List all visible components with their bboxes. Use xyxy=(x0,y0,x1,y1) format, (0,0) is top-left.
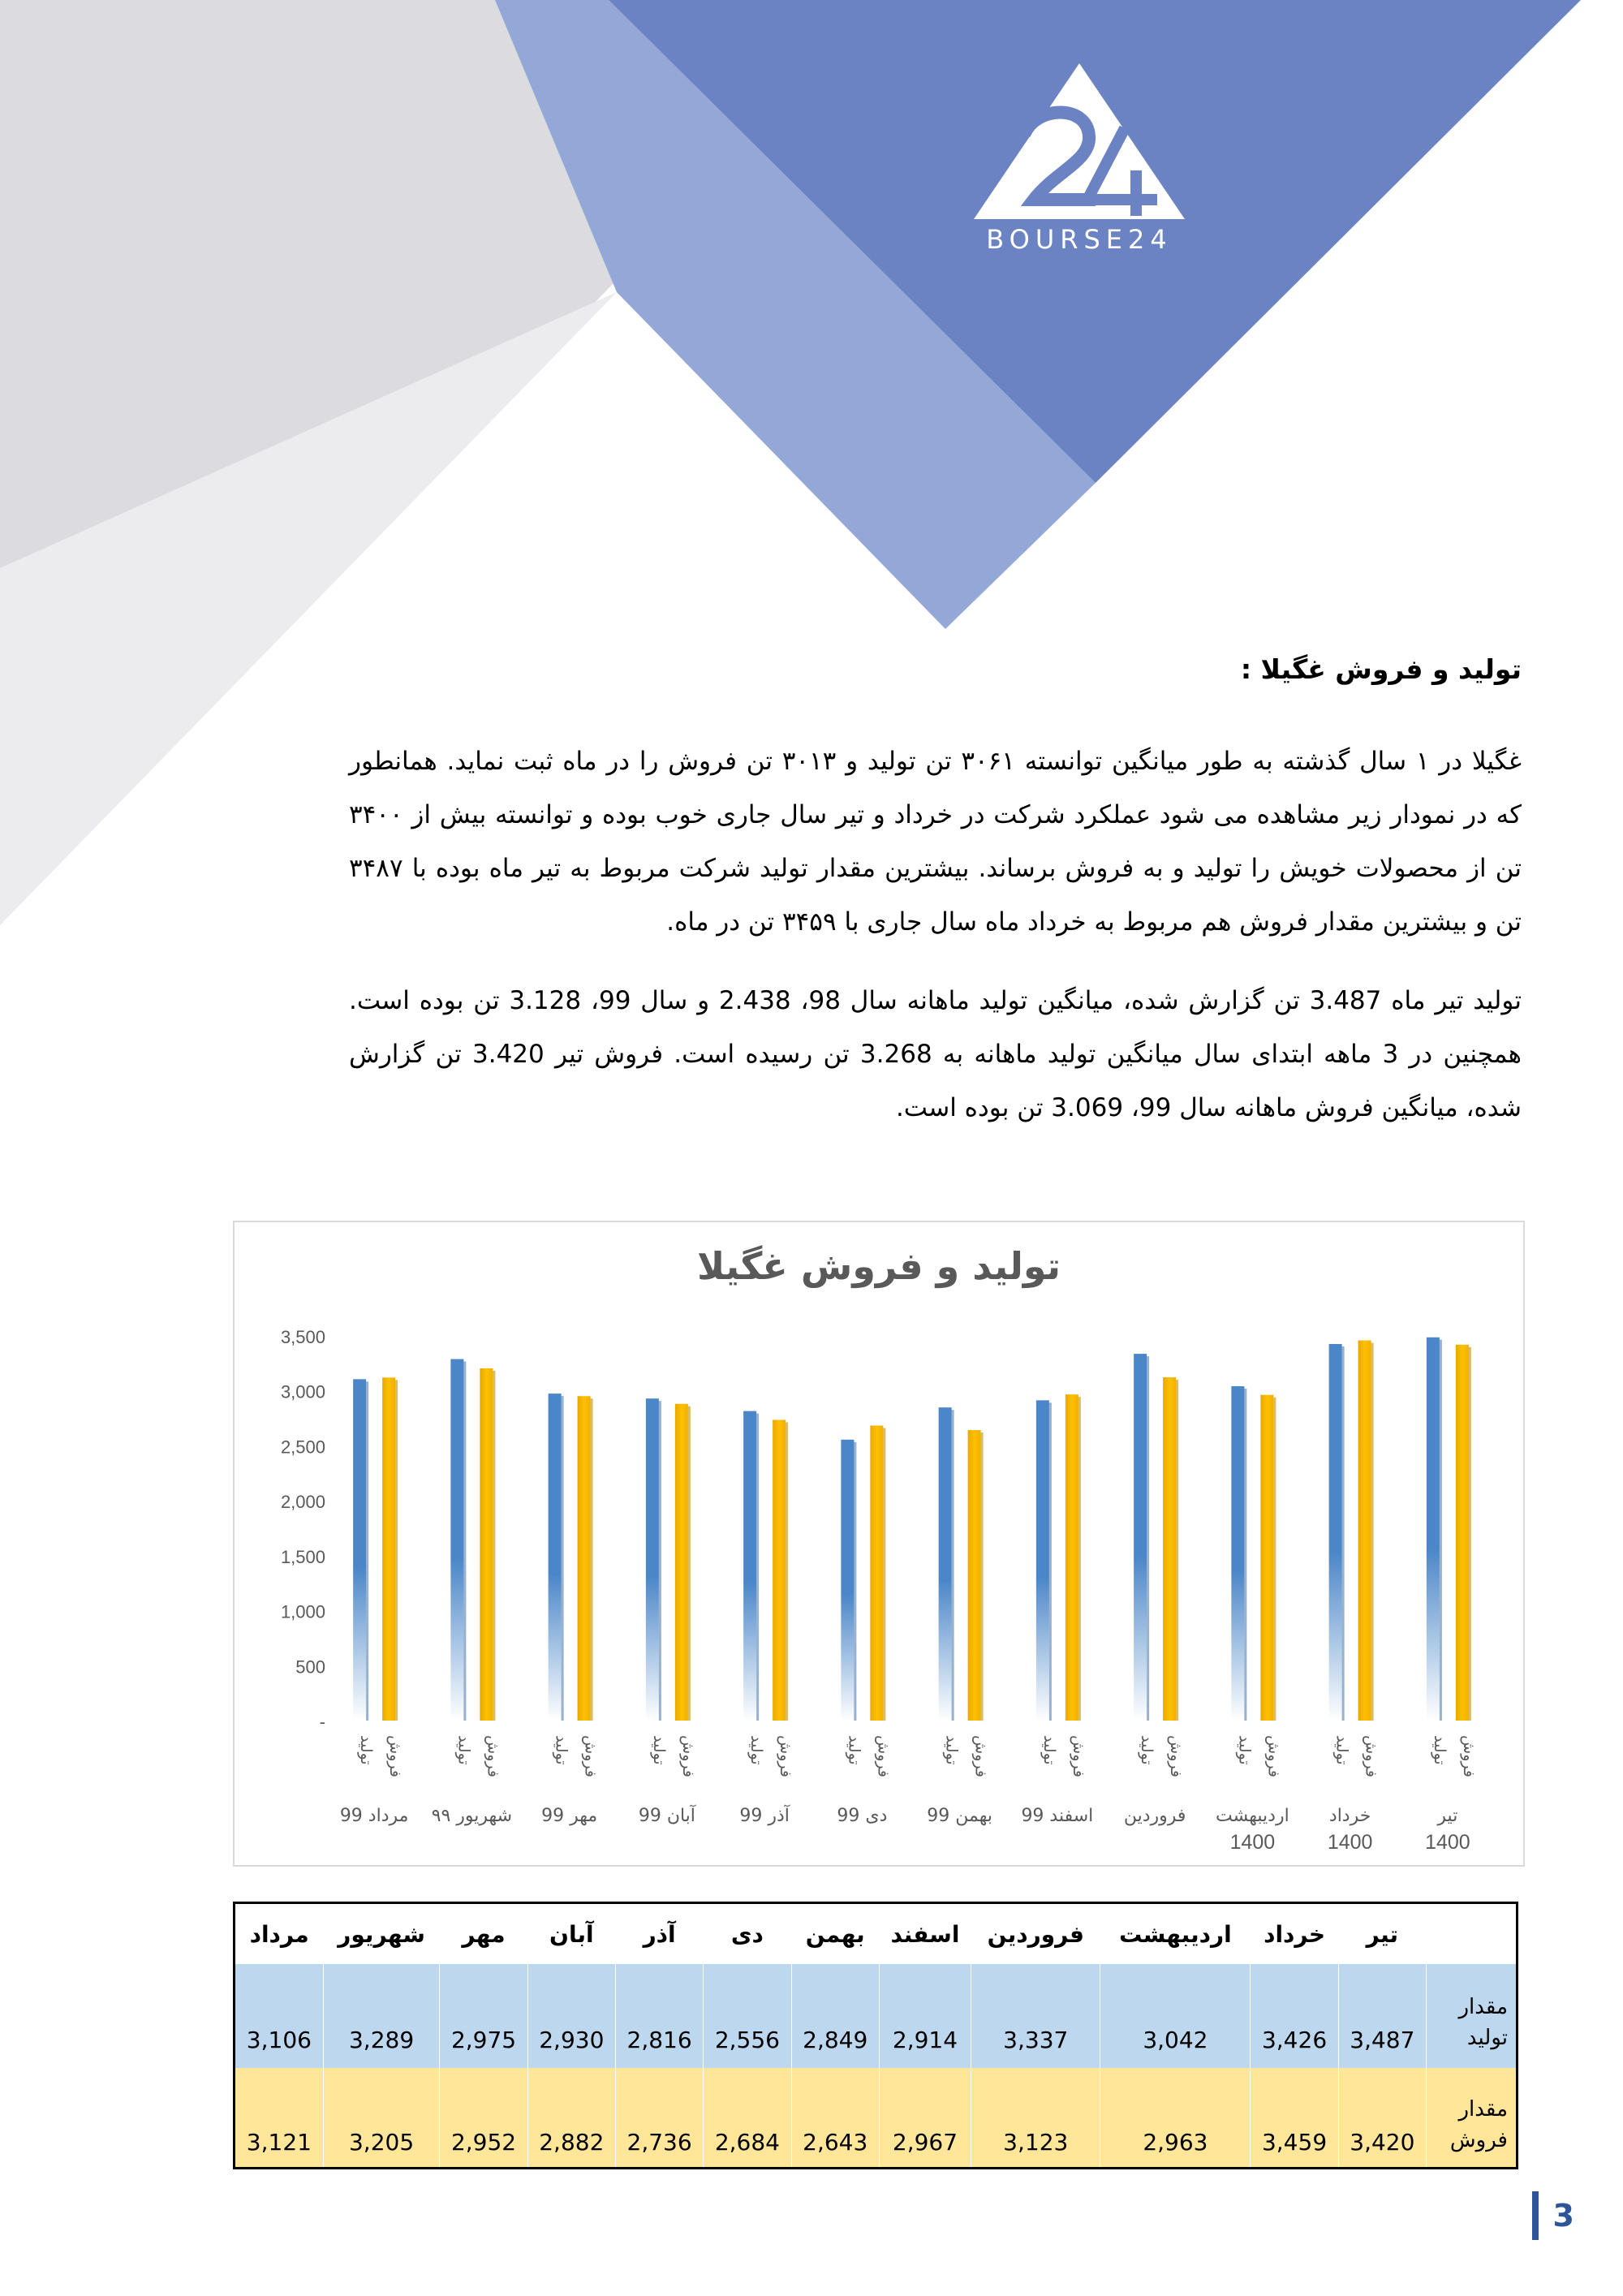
table-cell: 3,121 xyxy=(235,2068,324,2169)
bar-label-sales: فروش xyxy=(386,1735,405,1777)
sales-bar-shadow xyxy=(786,1422,788,1721)
table-cell: 3,123 xyxy=(971,2068,1100,2169)
table-cell: 2,967 xyxy=(879,2068,971,2169)
table-corner-cell xyxy=(1427,1903,1518,1965)
sales-bar xyxy=(773,1419,786,1721)
category-label: آبان 99 xyxy=(638,1806,695,1826)
bar-label-sales: فروش xyxy=(1362,1735,1380,1777)
table-cell: 3,337 xyxy=(971,1964,1100,2068)
table-header-cell: آبان xyxy=(527,1903,615,1965)
table-header-cell: اسفند xyxy=(879,1903,971,1965)
production-bar-shadow xyxy=(854,1442,856,1721)
bar-label-production: تولید xyxy=(649,1735,668,1765)
bar-label-sales: فروش xyxy=(971,1735,990,1777)
bar-label-production: تولید xyxy=(357,1735,376,1765)
table-header-cell: تیر xyxy=(1338,1903,1426,1965)
table-cell: 3,205 xyxy=(323,2068,440,2169)
sales-bar xyxy=(1163,1377,1176,1721)
production-bar xyxy=(1036,1400,1049,1721)
sales-bar xyxy=(382,1377,395,1721)
table-cell: 2,952 xyxy=(440,2068,527,2169)
production-bar xyxy=(743,1411,756,1721)
bar-label-production: تولید xyxy=(747,1735,766,1765)
production-bar xyxy=(841,1440,854,1721)
category-year-label: 1400 xyxy=(1425,1831,1470,1854)
table-header-row xyxy=(235,1903,1518,1965)
table-header-cell: بهمن xyxy=(791,1903,879,1965)
bar-label-production: تولید xyxy=(942,1735,961,1765)
table-cell: 3,459 xyxy=(1251,2068,1338,2169)
sales-bar-shadow xyxy=(1371,1343,1374,1721)
production-bar xyxy=(939,1407,952,1721)
y-tick-label: 1,000 xyxy=(280,1601,325,1622)
table-cell: 2,882 xyxy=(527,2068,615,2169)
bar-label-production: تولید xyxy=(454,1735,473,1765)
production-row xyxy=(235,1964,1518,2068)
table-cell: 2,736 xyxy=(615,2068,703,2169)
bar-label-sales: فروش xyxy=(874,1735,893,1777)
sales-bar-shadow xyxy=(395,1380,398,1721)
production-bar-shadow xyxy=(952,1410,954,1721)
y-tick-label: 1,500 xyxy=(280,1546,325,1567)
sales-bar xyxy=(675,1404,688,1721)
y-tick-label: 3,000 xyxy=(280,1381,325,1402)
category-label: خرداد xyxy=(1328,1806,1371,1826)
sales-bar-shadow xyxy=(688,1406,691,1721)
sales-bar xyxy=(480,1368,493,1721)
category-label: شهریور ۹۹ xyxy=(431,1806,513,1826)
sales-bar xyxy=(1260,1395,1273,1721)
bar-label-production: تولید xyxy=(552,1735,570,1765)
bar-label-sales: فروش xyxy=(678,1735,697,1777)
production-bar-shadow xyxy=(659,1401,661,1721)
table-cell: 2,914 xyxy=(879,1964,971,2068)
production-sales-table xyxy=(233,1902,1518,2169)
table-header-cell: شهریور xyxy=(323,1903,440,1965)
production-bar xyxy=(353,1379,366,1721)
table-cell: 2,684 xyxy=(704,2068,791,2169)
bar-label-production: تولید xyxy=(1235,1735,1254,1765)
category-label: تیر xyxy=(1437,1806,1458,1826)
table-cell: 2,816 xyxy=(615,1964,703,2068)
category-label: اردیبهشت xyxy=(1216,1806,1289,1826)
sales-bar-shadow xyxy=(1273,1398,1276,1721)
production-bar-shadow xyxy=(1342,1346,1345,1721)
production-bar-shadow xyxy=(1049,1402,1052,1721)
sales-bar-shadow xyxy=(883,1428,885,1721)
production-bar xyxy=(1231,1386,1244,1721)
production-bar xyxy=(549,1394,562,1721)
y-tick-label: 2,500 xyxy=(280,1437,325,1458)
table-cell: 2,849 xyxy=(791,1964,879,2068)
production-sales-chart xyxy=(233,1221,1525,1867)
table-header-cell: مهر xyxy=(440,1903,527,1965)
table-cell: 2,930 xyxy=(527,1964,615,2068)
table-cell: 3,426 xyxy=(1251,1964,1338,2068)
production-bar-shadow xyxy=(1244,1389,1246,1721)
sales-bar xyxy=(1065,1394,1078,1721)
bar-label-production: تولید xyxy=(1332,1735,1351,1765)
sales-bar xyxy=(968,1430,981,1721)
bar-label-production: تولید xyxy=(845,1735,863,1765)
table-cell: 3,042 xyxy=(1100,1964,1251,2068)
table-cell: 3,487 xyxy=(1338,1964,1426,2068)
sales-bar xyxy=(1456,1345,1469,1721)
sales-bar xyxy=(870,1426,883,1721)
table-header-cell: مرداد xyxy=(235,1903,324,1965)
bar-label-sales: فروش xyxy=(777,1735,795,1777)
sales-row-label: مقدار فروش xyxy=(1427,2068,1518,2169)
logo-wordmark: BOURSE24 xyxy=(986,224,1173,255)
production-bar xyxy=(1427,1338,1440,1721)
y-tick-label: 500 xyxy=(295,1656,325,1678)
sales-bar-shadow xyxy=(1078,1397,1081,1721)
sales-bar-shadow xyxy=(493,1371,495,1721)
bar-label-sales: فروش xyxy=(1264,1735,1283,1777)
sales-bar xyxy=(578,1396,591,1721)
category-label: آذر 99 xyxy=(739,1806,790,1826)
chart-title: تولید و فروش غگیلا xyxy=(696,1244,1061,1288)
category-label: مهر 99 xyxy=(541,1806,598,1826)
category-label: اسفند 99 xyxy=(1021,1806,1094,1826)
production-bar-shadow xyxy=(1440,1340,1442,1721)
y-tick-label: 3,500 xyxy=(280,1327,325,1347)
table-cell: 2,975 xyxy=(440,1964,527,2068)
sales-bar xyxy=(1358,1341,1371,1721)
table-cell: 2,643 xyxy=(791,2068,879,2169)
y-tick-label: - xyxy=(319,1712,325,1732)
sales-bar-shadow xyxy=(591,1398,593,1721)
bar-label-sales: فروش xyxy=(1167,1735,1186,1777)
sales-row xyxy=(235,2068,1518,2169)
category-label: بهمن 99 xyxy=(927,1806,992,1826)
table-header-cell: اردیبهشت xyxy=(1100,1903,1251,1965)
paragraph-1: غگیلا در ۱ سال گذشته به طور میانگین توانسته ۳۰۶۱ تن تولید و ۳۰۱۳ تن فروش را در ماه ثبت نماید. همانطور که در نمودار زیر مشاهده می شود عملکرد شرکت در خرداد و تیر سال جاری خوب بوده و توانسته بیش از ۳۴۰۰ تن از محصولات خویش را تولید و به فروش برساند. بیشترین مقدار تولید شرکت مربوط به تیر ماه بوده با ۳۴۸۷ تن و بیشترین مقدار فروش هم مربوط به خرداد ماه سال جاری با ۳۴۵۹ تن در ماه. xyxy=(349,747,1522,937)
bar-label-production: تولید xyxy=(1138,1735,1156,1765)
section-heading: تولید و فروش غگیلا : xyxy=(1240,653,1522,685)
paragraph-2: تولید تیر ماه 3.487 تن گزارش شده، میانگین تولید ماهانه سال 98، 2.438 و سال 99، 3.128 تن بوده است. همچنین در 3 ماهه ابتدای سال میانگین تولید ماهانه به 3.268 تن رسیده است. فروش تیر 3.420 تن گزارش شده، میانگین فروش ماهانه سال 99، 3.069 تن بوده است. xyxy=(349,986,1522,1122)
production-bar-shadow xyxy=(463,1362,466,1721)
production-bar-shadow xyxy=(756,1414,759,1721)
category-label: دی 99 xyxy=(837,1806,888,1826)
y-tick-label: 2,000 xyxy=(280,1492,325,1513)
production-bar xyxy=(1329,1344,1342,1721)
table-cell: 2,556 xyxy=(704,1964,791,2068)
category-label: فروردین xyxy=(1123,1806,1186,1826)
category-label: مرداد 99 xyxy=(339,1806,409,1826)
sales-bar-shadow xyxy=(1176,1380,1178,1721)
table-cell: 3,420 xyxy=(1338,2068,1426,2169)
bar-label-sales: فروش xyxy=(484,1735,502,1777)
production-row-label: مقدار تولید xyxy=(1427,1964,1518,2068)
table-cell: 3,106 xyxy=(235,1964,324,2068)
bar-label-sales: فروش xyxy=(1069,1735,1087,1777)
production-bar-shadow xyxy=(562,1396,564,1721)
table-cell: 3,289 xyxy=(323,1964,440,2068)
table-header-cell: دی xyxy=(704,1903,791,1965)
chart-svg xyxy=(235,1222,1523,1865)
production-bar xyxy=(646,1398,659,1721)
bar-label-production: تولید xyxy=(1430,1735,1449,1765)
production-bar xyxy=(1134,1354,1147,1721)
bar-label-sales: فروش xyxy=(581,1735,600,1777)
bar-label-sales: فروش xyxy=(1459,1735,1478,1777)
table-header-cell: فروردین xyxy=(971,1903,1100,1965)
table-header-cell: خرداد xyxy=(1251,1903,1338,1965)
category-year-label: 1400 xyxy=(1229,1831,1276,1854)
production-bar xyxy=(450,1359,463,1721)
table-cell: 2,963 xyxy=(1100,2068,1251,2169)
table-header-cell: آذر xyxy=(615,1903,703,1965)
production-bar-shadow xyxy=(366,1381,368,1721)
bar-label-production: تولید xyxy=(1040,1735,1058,1765)
page-number: 3 xyxy=(1532,2191,1574,2240)
category-year-label: 1400 xyxy=(1327,1831,1373,1854)
production-bar-shadow xyxy=(1147,1356,1149,1721)
sales-bar-shadow xyxy=(981,1432,984,1721)
sales-bar-shadow xyxy=(1469,1347,1471,1721)
